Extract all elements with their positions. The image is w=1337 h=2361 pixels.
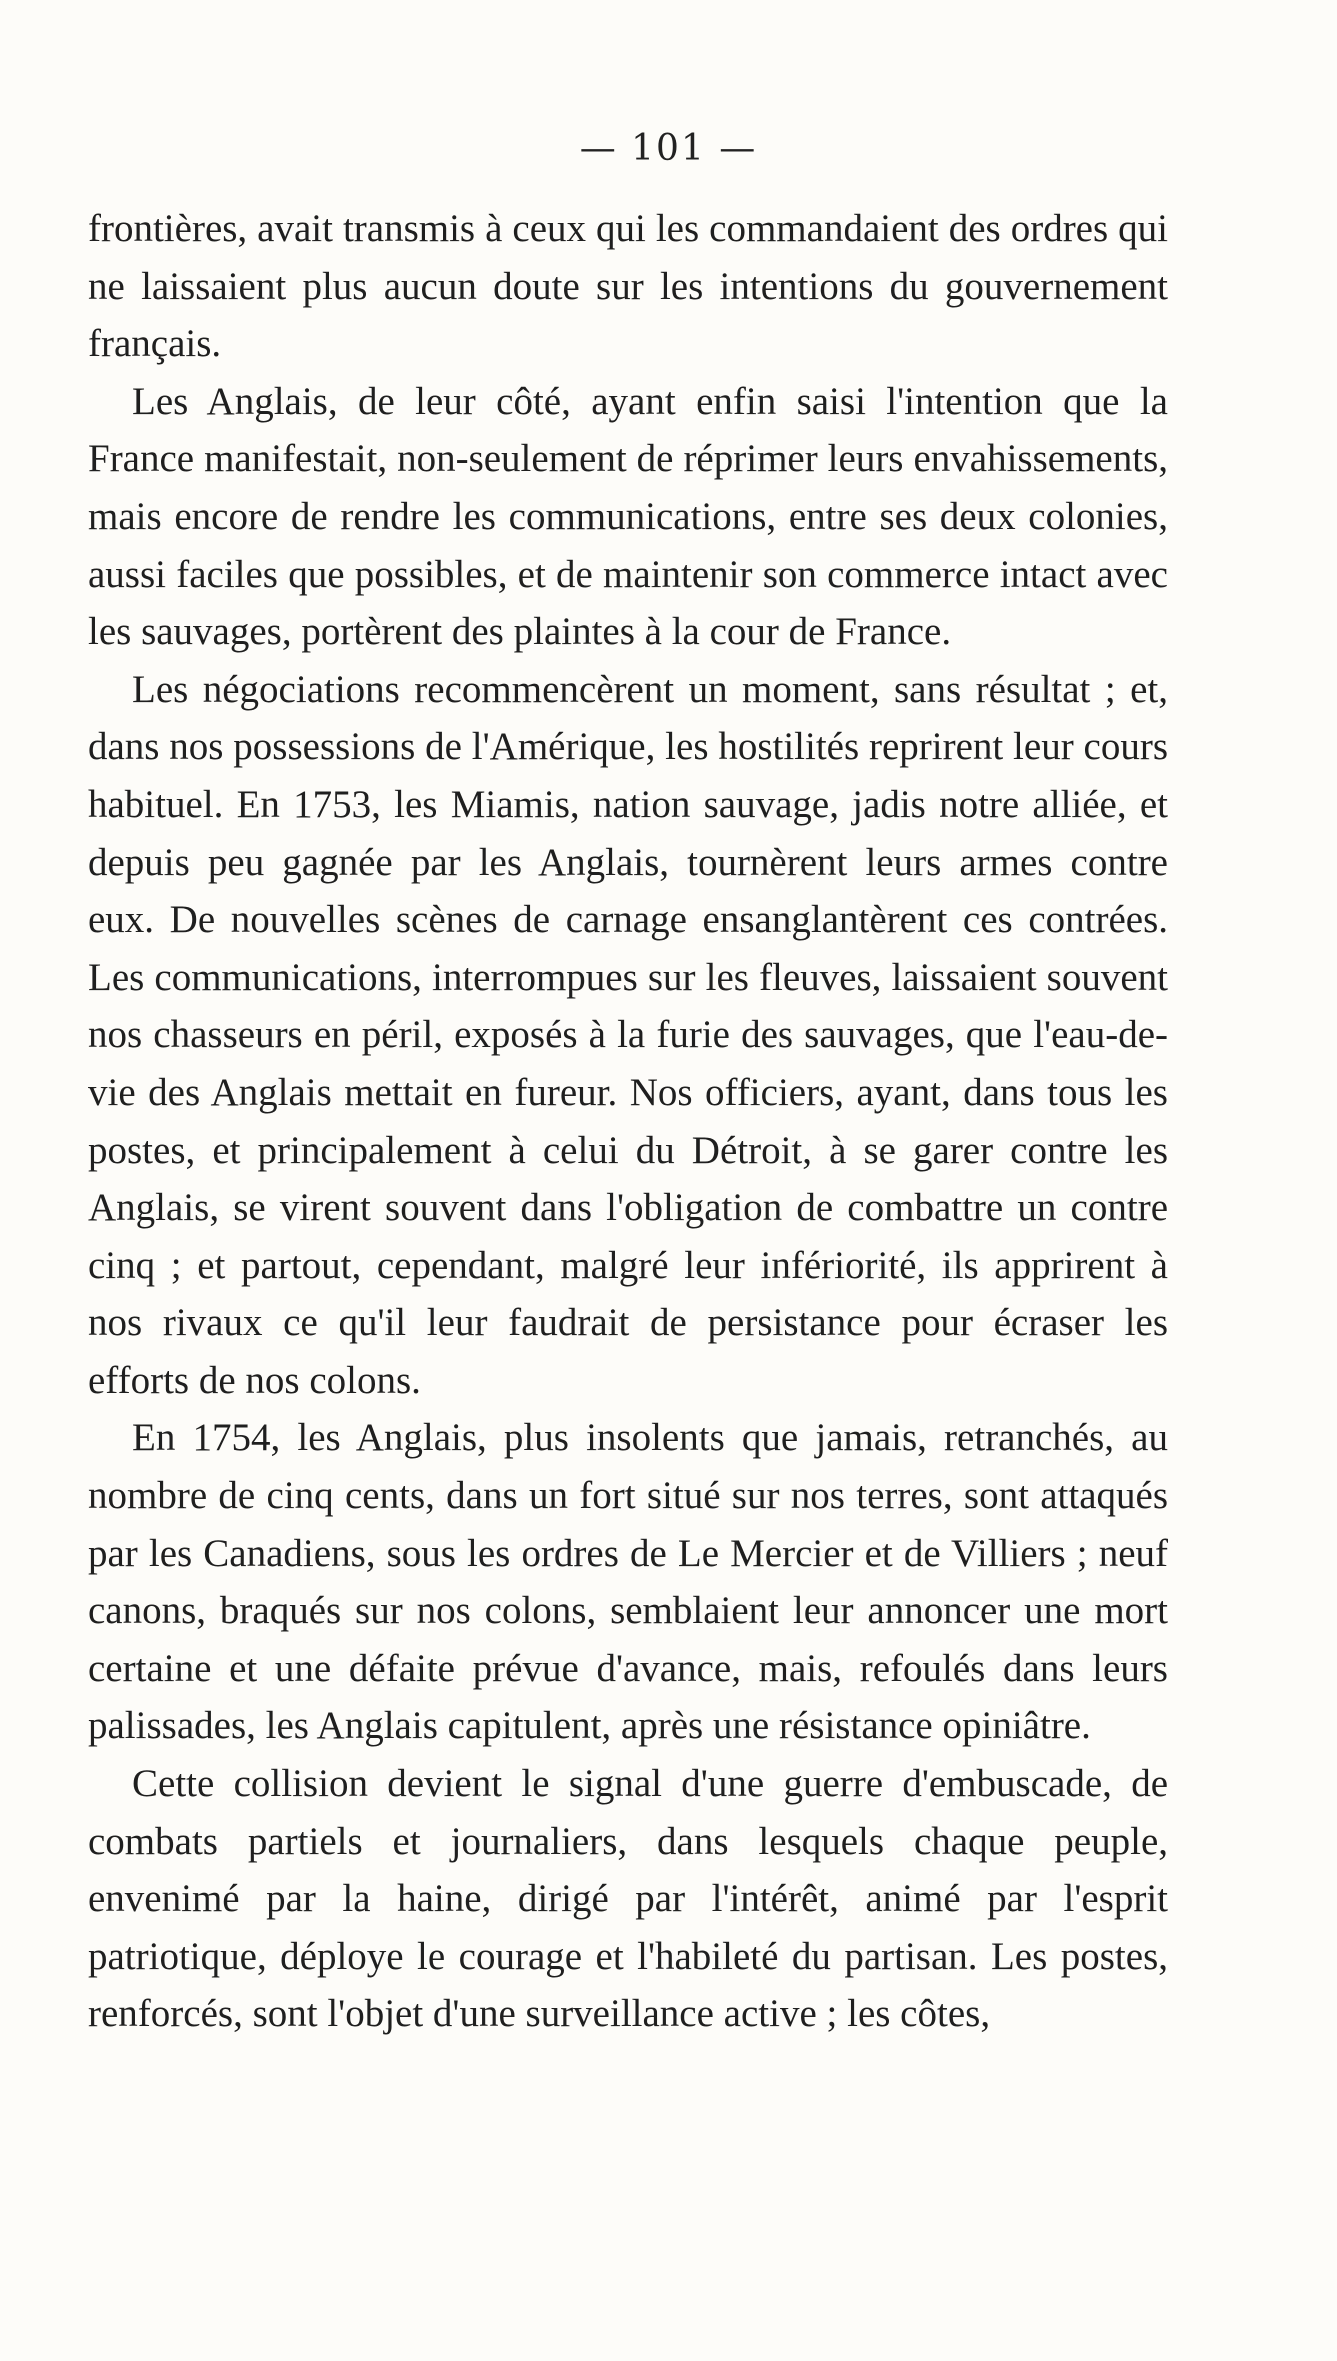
paragraph: Les négociations recommencèrent un moment, sans résultat ; et, dans nos possessions de l'Amérique, les hostilités reprirent leur cours habituel. En 1753, les Miamis, nation sauvage, jadis notre alliée, et depuis peu gagnée par les Anglais, tournèrent leurs armes contre eux. De nouvelles scènes de carnage ensanglantèrent ces contrées. Les communications, interrompues sur les fleuves, laissaient souvent nos chasseurs en péril, exposés à la furie des sauvages, que l'eau-de-vie des Anglais mettait en fureur. Nos officiers, ayant, dans tous les postes, et principalement à celui du Détroit, à se garer contre les Anglais, se virent souvent dans l'obligation de combattre un contre cinq ; et partout, cependant, malgré leur infériorité, ils apprirent à nos rivaux ce qu'il leur faudrait de persistance pour écraser les efforts de nos colons. — [88, 667, 1168, 1402]
paragraph: Cette collision devient le signal d'une guerre d'embuscade, de combats partiels et journaliers, dans lesquels chaque peuple, envenimé par la haine, dirigé par l'intérêt, animé par l'esprit patriotique, déploye le courage et l'habileté du partisan. Les postes, renforcés, sont l'objet d'une surveillance active ; les côtes, — [88, 1762, 1168, 2036]
body-text — [88, 200, 1168, 2043]
paragraph-continued: frontières, avait transmis à ceux qui les commandaient des ordres qui ne laissaient plus aucun doute sur les intentions du gouvernement français. — [88, 207, 1168, 366]
paragraph: Les Anglais, de leur côté, ayant enfin saisi l'intention que la France manifestait, non-seulement de réprimer leurs envahissements, mais encore de rendre les communications, entre ses deux colonies, aussi faciles que possibles, et de maintenir son commerce intact avec les sauvages, portèrent des plaintes à la cour de France. — [88, 379, 1168, 654]
paragraph: En 1754, les Anglais, plus insolents que jamais, retranchés, au nombre de cinq cents, dans un fort situé sur nos terres, sont attaqués par les Canadiens, sous les ordres de Le Mercier et de Villiers ; neuf canons, braqués sur nos colons, semblaient leur annoncer une mort certaine et une défaite prévue d'avance, mais, refoulés dans leurs palissades, les Anglais capitulent, après une résistance opiniâtre. — [88, 1416, 1168, 1748]
page-number: — 101 — — [579, 128, 758, 169]
